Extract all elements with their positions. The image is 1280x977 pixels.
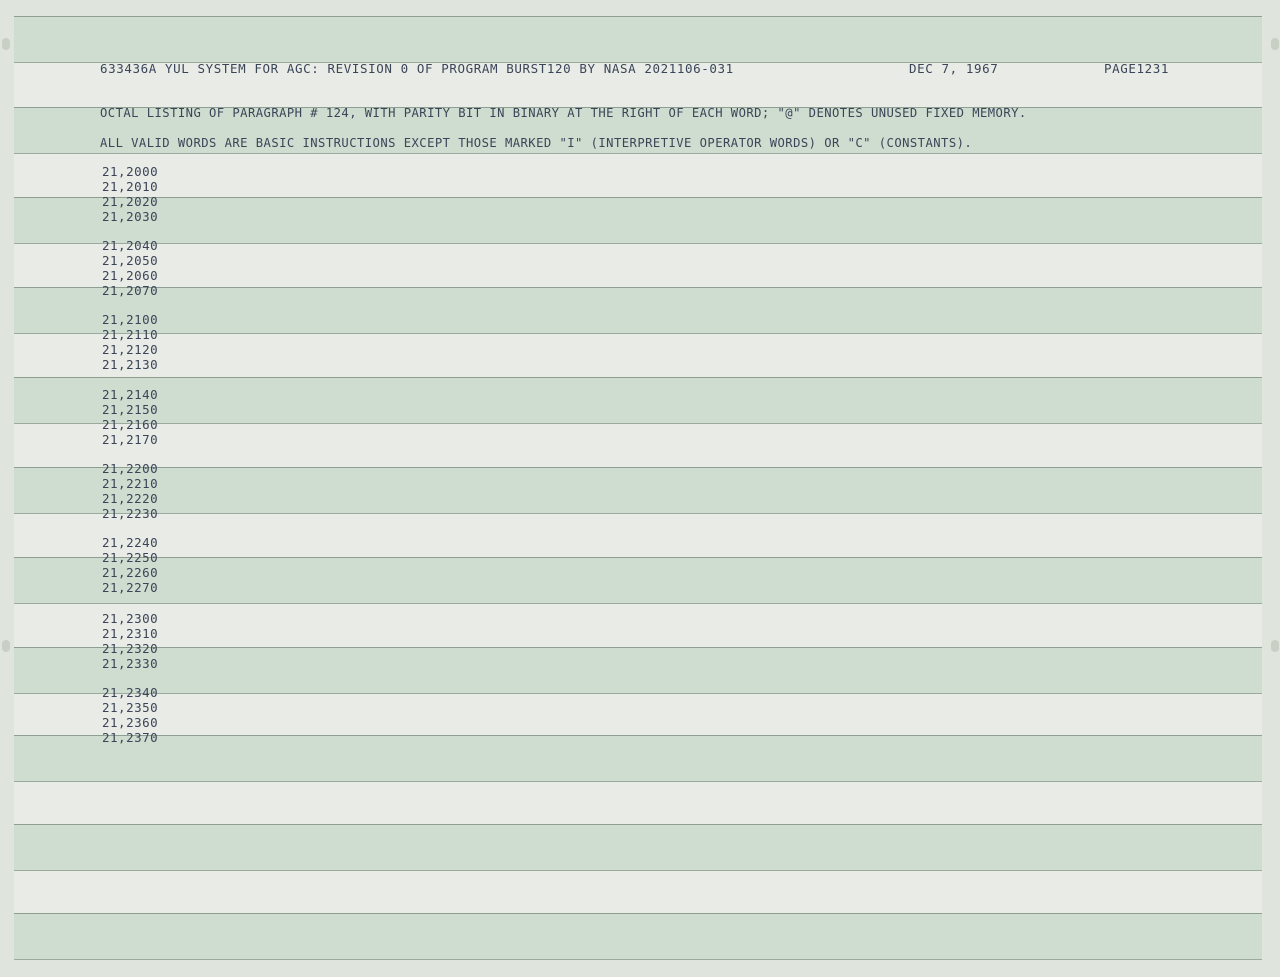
memory-address: 21,2030 [102,209,159,224]
paper-band [14,824,1262,871]
memory-address: 21,2070 [102,283,159,298]
memory-address: 21,2200 [102,461,159,476]
memory-address: 21,2020 [102,194,159,209]
header-date: DEC 7, 1967 [909,61,999,76]
memory-address: 21,2040 [102,238,159,253]
memory-address: 21,2000 [102,164,159,179]
memory-address: 21,2330 [102,656,159,671]
memory-address: 21,2130 [102,357,159,372]
memory-address: 21,2150 [102,402,159,417]
paper-band [14,735,1262,782]
intro-line-1: OCTAL LISTING OF PARAGRAPH # 124, WITH PARITY BIT IN BINARY AT THE RIGHT OF EACH WORD; "@" DENOTES UNUSED FIXED MEMORY. [100,106,1027,120]
feed-hole [1271,640,1279,652]
computer-printout-page [14,16,1262,960]
header-title: 633436A YUL SYSTEM FOR AGC: REVISION 0 OF PROGRAM BURST120 BY NASA 2021106-031 [100,61,734,76]
memory-address: 21,2230 [102,506,159,521]
paper-band [14,377,1262,424]
paper-band [14,647,1262,694]
memory-address: 21,2220 [102,491,159,506]
memory-address: 21,2160 [102,417,159,432]
intro-line-2: ALL VALID WORDS ARE BASIC INSTRUCTIONS EXCEPT THOSE MARKED "I" (INTERPRETIVE OPERATOR WORDS) OR "C" (CONSTANTS). [100,136,973,150]
memory-address: 21,2250 [102,550,159,565]
memory-address: 21,2260 [102,565,159,580]
memory-address: 21,2310 [102,626,159,641]
memory-address: 21,2350 [102,700,159,715]
header-page-number: PAGE1231 [1104,61,1170,76]
memory-address: 21,2210 [102,476,159,491]
memory-address: 21,2120 [102,342,159,357]
memory-address: 21,2300 [102,611,159,626]
memory-address: 21,2060 [102,268,159,283]
memory-address: 21,2170 [102,432,159,447]
memory-address: 21,2050 [102,253,159,268]
paper-band [14,467,1262,514]
feed-hole [1271,38,1279,50]
paper-band [14,557,1262,604]
feed-hole [2,640,10,652]
memory-address: 21,2370 [102,730,159,745]
paper-band [14,287,1262,334]
memory-address: 21,2240 [102,535,159,550]
memory-address: 21,2270 [102,580,159,595]
memory-address: 21,2010 [102,179,159,194]
memory-address: 21,2110 [102,327,159,342]
memory-address: 21,2320 [102,641,159,656]
memory-address: 21,2100 [102,312,159,327]
feed-hole [2,38,10,50]
paper-band [14,913,1262,960]
memory-address: 21,2140 [102,387,159,402]
paper-band [14,16,1262,63]
memory-address: 21,2340 [102,685,159,700]
memory-address: 21,2360 [102,715,159,730]
paper-band [14,194,1262,244]
